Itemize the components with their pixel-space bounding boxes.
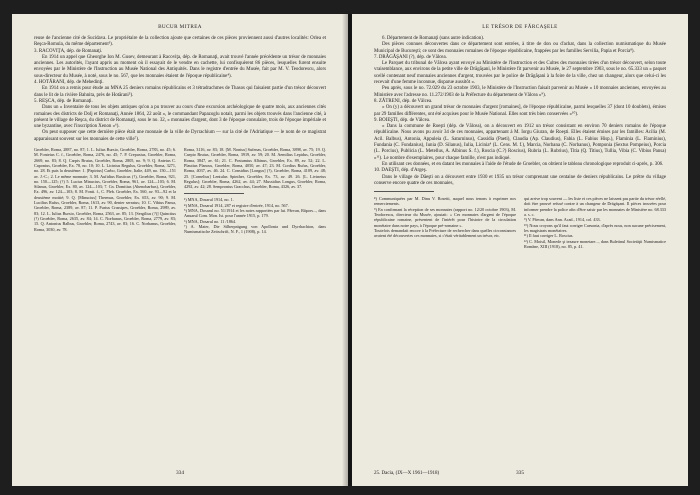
section-text: En utilisant ces données, et en datant les monnaies à l'aide de l'étude de Groebler, on obtient le tableau chronologique reproduit ci-après, p. 306. [382, 161, 664, 167]
section-text: « Dans la commune de Roeşti (dép. de Vâlcea), on a découvert en 1912 un trésor consistant en environ 70 deniers romains de l'époque républicaine. Nous avons pu avoir 34 de ces monnaies, appartenant à M. Iorgu Giuran, de Roeşti. Elles étaient émises par les familles: Acilia (M. Acil. Balbus), Antonia, Appuleia (L. Saturninus), Cassidia (Paeti), Claudia (Ap. Claudius), Fabia (L. Fabius Hisp.), Flaminia (L. Flaminius), Fundania (C. Fundanius), Iunia (D. Silanus), Iulia, Licinia⁴ (L. Cens. M. f.), Marcia, Norbana (C. Norbanus), Pomponia (Sextus Pompeius), Porcia (L. Porcius), Publicia (L. Metellus, A. Albinus S. f.), Roscia (C.?) Roscius), Rubria (L. Rubrius), Titia (Q. Titius), Tullia, Vibia (C. Vibius Pansa) »¹¹). Le nombre d'exemplaires, pour chaque famille, n'est pas indiqué. [374, 124, 666, 161]
footnote-text: Groebler, Roma, 2887, no. 87; 1. L. Iulius Bursio, Groebler, Roma, 2783, no. 45; 6. M. Fonteius C. f., Groebler, Roma, 2476, no. 45; 7. P. Crepusius, Groebler, Roma, 2669, no. 83; 8. Q. Carpis Brutus, Groebler, Roma, 2805, no. 9; 9. Q. Anteius C. Caponius, Groebler, Ex. 78, no. 10; 10. L. Licinius Regulus, Groebler, Roma, 3271, no. 28. Et puis la deuxième: 1. [Papirius] Carbo, Groebler, Italie, 449, no. 150—151 av. J.-C.; 2. Le même monnaie; 3. M. Aufidius Rusticus (?), Groebler, Roma, 921, no. 150—125; (?) 5. Lucius Minucius, Groebler, Roma, 961, av. 124—103; 6. M. Silanus, Groebler, Ex. 80, av. 124—103; 7. Cn. Domitius (Ahenobarbus), Groebler, Ex. 496, av. 124—103; 8. M. Fonti. f., C. Pleb. Groebler, Ex. 560, av. 93—92 et la deuxième moitié; 9. Q. [Minucius] Thermus, Groebler, Ex. 653, av. 90; 9. M. Lucilius Rufus, Groebler, Roma, 1613, av. 90, denier serratus; 10. C. Vibius Pansa, Groebler, Roma, 2389, av. 87; 11. P. Furius Crassipes, Groebler, Roma, 2989, av. 83; 12. L. Iulius Bursio, Groebler, Roma, 2563, av. 85; 13. [Sergilius (?)] Quinctius (?) Groebler, Roma, 2635, av. 84; 14. C. Norbanus, Groebler, Roma, 2779, av. 83; 15. Q. Antonius Balbus, Groebler, Roma, 2743, av. 83; 16. C. Norbanus, Groebler, Roma, 3030, av. 78. [34, 147, 176, 232]
closing-paragraph: On peut supposer que cette dernière pièce était une monnaie de la ville de Dyrrachium — sur la cité de l'Adriatique — le nom de ce magistrat apparaissant souvent sur les monnaies de cette ville⁷). [34, 130, 326, 142]
page-number: 335 [515, 470, 525, 476]
right-page [352, 14, 688, 486]
section-heading: 10. DAEŞTI, dép. d'Argeş. [374, 168, 427, 174]
footnote-text: ⁸) Communiquées par M. Dinu V. Rosetti, auquel nous tenons à exprimer nos remerciements. ⁹) En confirmant la réception de ses monnaies (rapport no. 12/20 octobre 1903), M. Teodorescu, directeur du Musée, ajoutait: « Ces monnaies d'argent de l'époque républicaine romaine, présentent de l'intérêt pour l'histoire de la circulation monétaire dans notre pays, à l'époque pré-romaine ». Toutefois demandait encore à la Préfecture de rechercher dans quelles circonstances avaient été découvertes ces monnaies, si c'était véritablement un trésor, etc. [374, 196, 516, 239]
section-heading: 7. DRĂGĂŞANI (?), dép. de Vâlcea. [374, 54, 447, 60]
footnote-rule [374, 191, 434, 192]
section-text: En 1914 un appel que Gheorghe Ion M. Gusev, demeurant à Racoviţa, dép. de Romanaţi, avait trouvé l'année précédente un trésor de monnaies anciennes. Les autorités, l'ayant appris au moment où il essayait de le vendre en cachette, lui confisquèrent 86 pièces, lesquelles furent ensuite envoyées par le Ministère de l'Instruction au Musée National des Antiquités. Dans le registre d'entrée du Musée, fait par M. V. Teodorescu, alors sous-directeur du Musée, à noté, sous le no. 567, que les monnaies étaient de l'époque républicaine⁴). [34, 54, 326, 79]
left-page [12, 14, 348, 486]
section-text: Des pièces connues découvertes dans ce département sont entrées, à titre de don ou d'achat, dans la collection numismatique du Musée Municipal de Bucureşti; ce sont des monnaies romaines de l'époque républicaine, frappées par les familles Servilia, Papia et Porcia⁸). [374, 42, 666, 54]
footnote-text: qui arrive trop souvent — les liste et ces pièces ne laissent pas partie du trésor réellé, doit être prouvé refusé contre à un changeur de Drăgăşani. Il pièces trouvées pour informer prendre la police afin d'être saisir par les monnaies de Ministère no. 68.333 a. s. c. ⁹) V. Pârvan, dans Ann. Acad., 1914, col. 433. ¹⁰) Nous croyons qu'il faut corriger Caesonia, d'après nous, non aucune précisement, les magistrats monétaires. ¹¹) Il faut corriger L. Roscius. ¹²) C. Moisil, Monede şi tezaure monetare..., dans Buletinul Societăţii Numismatice Române, XIII (1918), no. 85, p. 41. [524, 196, 666, 249]
section-text: 6. Département de Romanaţi (sans autre indication). [382, 36, 485, 41]
running-head: LE TRÉSOR DE FĂRCAŞELE [482, 24, 558, 30]
signature-line: 25. Dacia, (IX—X 1961—1918) [374, 471, 440, 476]
footnote-text: Roma, 3116, av. 83; 18. [M. Nonius] Sufenas, Groebler, Roma, 3898, av. 75; 19. Q. Caepio Brutus, Groebler, Roma, 3919, av. 59; 20. M. Aemilius Lepidus, Groebler, Roma, 3847, av. 61; 21. C. Postumius Albinus, Groebler, Ex. 89, av. 52; 22. L. Plautius Plancus, Groebler, Roma, 4050, av. 47; 23. M. Cordius Rufus, Groebler, Roma, 4037, av. 46. 24. C. Considius [Longus] (?), Groebler, Roma, 4109, av. 48; 25. [Cornelius] Lentulus Spinther, Groebler, Ex. 73, av. 49. 26. [L. Livineius Regulus]; Groebler, Roma, 4262, av. 44; 27. Mussidius Longus, Groebler, Roma, 4292, av. 42; 28. Sempronius Gracchus, Groebler, Roma, 4326, av. 37. [184, 147, 326, 190]
section-heading: 9. BOIEŞTI, dép. de Vâlcea. [374, 117, 431, 123]
section-heading: 3. RACOVIŢA, dép. de Romanaţi. [34, 48, 103, 54]
section-text: En 1914 on a remis pour étude au MNA 25 deniers romains républicains et 3 tétradrachmes de Thasos qui faisaient partie d'un trésor découvert dans le lit de la rivière Bahnita, près de Hotărani⁵). [34, 86, 326, 98]
footnote-rule [184, 193, 244, 194]
section-heading: 5. REŞCA, dép. de Romanaţi. [34, 98, 93, 104]
footnote-text: ³) MNA, Dosarul 1914, no. 1. ⁴) MNA, Dosarul 1914, 287 et registre d'entrée, 1914, no. 567. ⁵) MNA, Dosarul no. 51/1914 et les notes rapportées par lui. Pârvan, Râpors..., dans Anuarul Com. Mon. Ist. pour l'année 1915, p. 179. ⁶) MNA, Dosarul no. 11 /1864. ⁷) A. Maier, Die Silberprägung von Apollonia und Dyrrhachion, dans Numismatische Zeitschrift, N. F., 1 (1908), p. 14. [184, 197, 326, 235]
section-text: Le Parquet du tribunal de Vâlcea ayant envoyé au Ministère de l'Instruction et des Cultes des monnaies tirées d'un trésor découvert, selon toute vraisemblance, aux environs de la petite ville de Drăgăşani, le Ministère fit parvenir au Musée, le 27 septembre 1903, sous le no. 65.333 un « paquet scellé contenant neuf monnaies anciennes d'argent, trouvées par le police de Drăgăşani à la foire de la ville, chez un changeur, alors que celui-ci les recevait d'une femme inconnue, disparue aussitôt ». [374, 61, 666, 86]
footnotes [374, 196, 666, 249]
section-heading: 8. ZĂTRENI, dép. de Vâlcea. [374, 98, 433, 104]
section-text: Peu après, sous le no. 72.029 du 23 octobre 1903, le Ministère de l'Instruction faisait parvenir au Musée « 10 monnaies anciennes, envoyées au Ministère avec l'adresse no. 11.272/1903 de la Préfecture du département de Vâlcea »⁹). [374, 86, 666, 98]
running-head: BUCUR MITREA [158, 24, 202, 30]
intro-paragraph: reuse de l'ancienne cité de Sucidava. Le propriétaire de la collection ajoute que certaines de ces pièces proviennent aussi d'autres localités: Orlea et Reşca-Romula, du même département³). [34, 36, 326, 48]
section-text: Dans le village de Dăeşti on a découvert entre 1930 et 1935 un trésor comprenant une centaine de deniers républicains. Le prêtre du village conserve encore quatre de ces monnaies, [374, 174, 666, 186]
footnotes [34, 147, 326, 234]
page-number: 334 [175, 470, 185, 476]
section-text: « On (y) a découvert un grand trésor de monnaies d'argent [romaines], de l'époque républicaine, parmi lesquelles 37 (dont 10 doublets), émises par 29 familles différentes, ont été acquises pour le Musée National. Elles sont très bien conservées »¹⁰). [374, 105, 666, 117]
section-heading: 4. HOTĂRANI, dép. de Mehedinţi. [34, 80, 104, 86]
section-text: Dans un « Inventaire de tous les objets antiques qu'on a pu trouver au cours d'une excursion archéologique de quatre mois, aux anciennes cités romaines des districts de Dolj et Romanaţi, Année 1864, 22 août », le commandant Papazoglu notait, parmi les objets trouvés dans l'ancienne cité, à présent le village de Reşca, du district de Romanaţi, sous le no. 32, « monnaies d'argent, dont 3 de l'époque consulaire, trois de l'époque impériale et une byzantine, avec l'inscription Xenon »⁶). [34, 105, 326, 130]
